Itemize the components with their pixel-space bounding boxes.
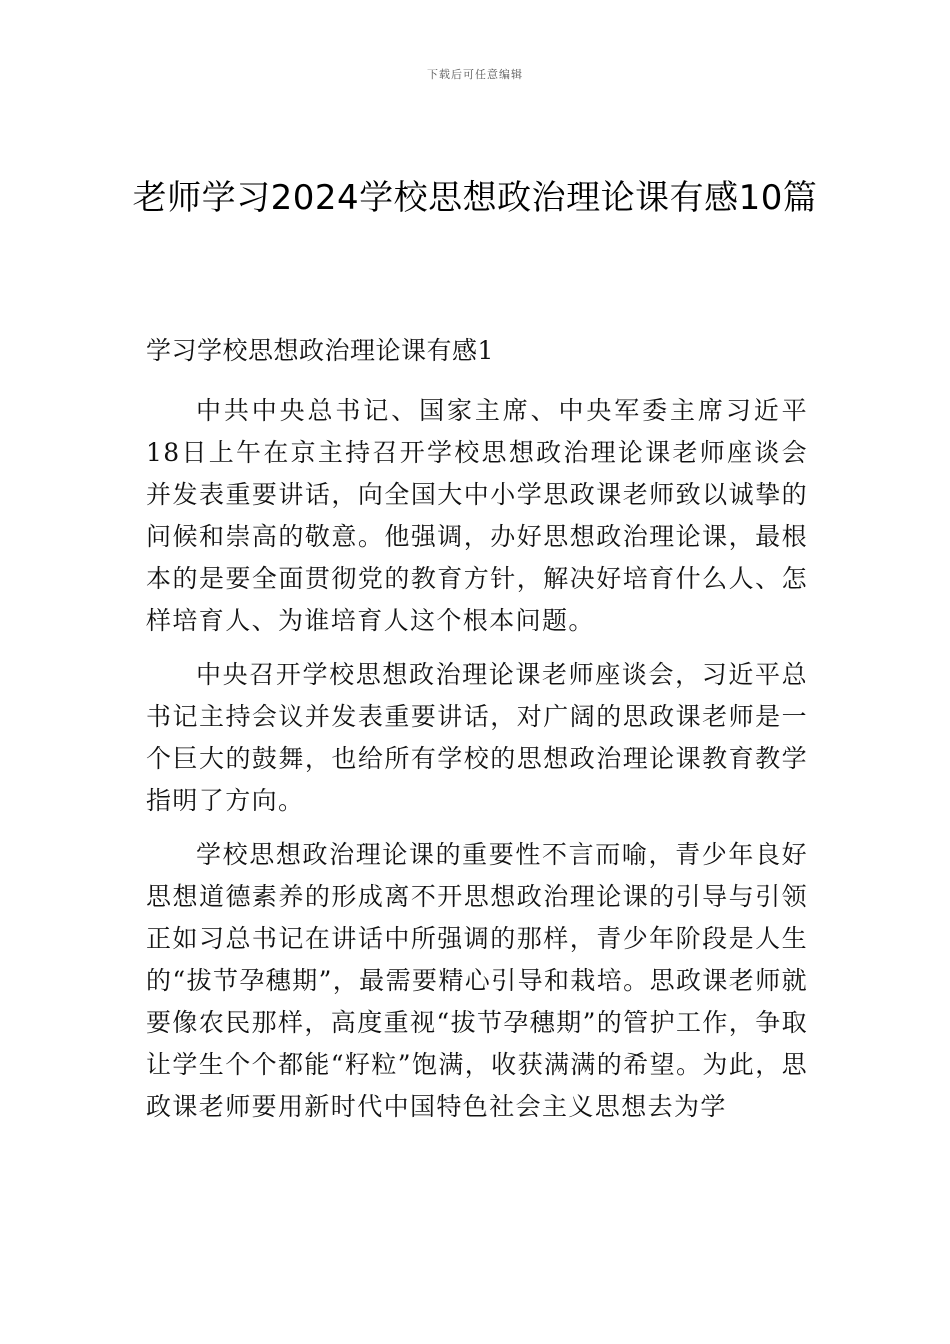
document-title: 老师学习2024学校思想政治理论课有感10篇: [132, 178, 818, 218]
document-body: [146, 330, 808, 1140]
paragraph: 中央召开学校思想政治理论课老师座谈会，习近平总书记主持会议并发表重要讲话，对广阔的思政课老师是一个巨大的鼓舞，也给所有学校的思想政治理论课教育教学指明了方向。: [146, 660, 808, 815]
paragraph: 中共中央总书记、国家主席、中央军委主席习近平18日上午在京主持召开学校思想政治理论课老师座谈会并发表重要讲话，向全国大中小学思政课老师致以诚挚的问候和崇高的敬意。他强调，办好思想政治理论课，最根本的是要全面贯彻党的教育方针，解决好培育什么人、怎样培育人、为谁培育人这个根本问题。: [146, 396, 808, 635]
header-note: 下载后可任意编辑: [427, 68, 523, 81]
section-heading: 学习学校思想政治理论课有感1: [146, 336, 494, 365]
paragraph: 学校思想政治理论课的重要性不言而喻，青少年良好思想道德素养的形成离不开思想政治理论课的引导与引领正如习总书记在讲话中所强调的那样，青少年阶段是人生的“拔节孕穗期”，最需要精心引导和栽培。思政课老师就要像农民那样，高度重视“拔节孕穗期”的管护工作，争取让学生个个都能“籽粒”饱满，收获满满的希望。为此，思政课老师要用新时代中国特色社会主义思想去为学: [146, 840, 808, 1121]
